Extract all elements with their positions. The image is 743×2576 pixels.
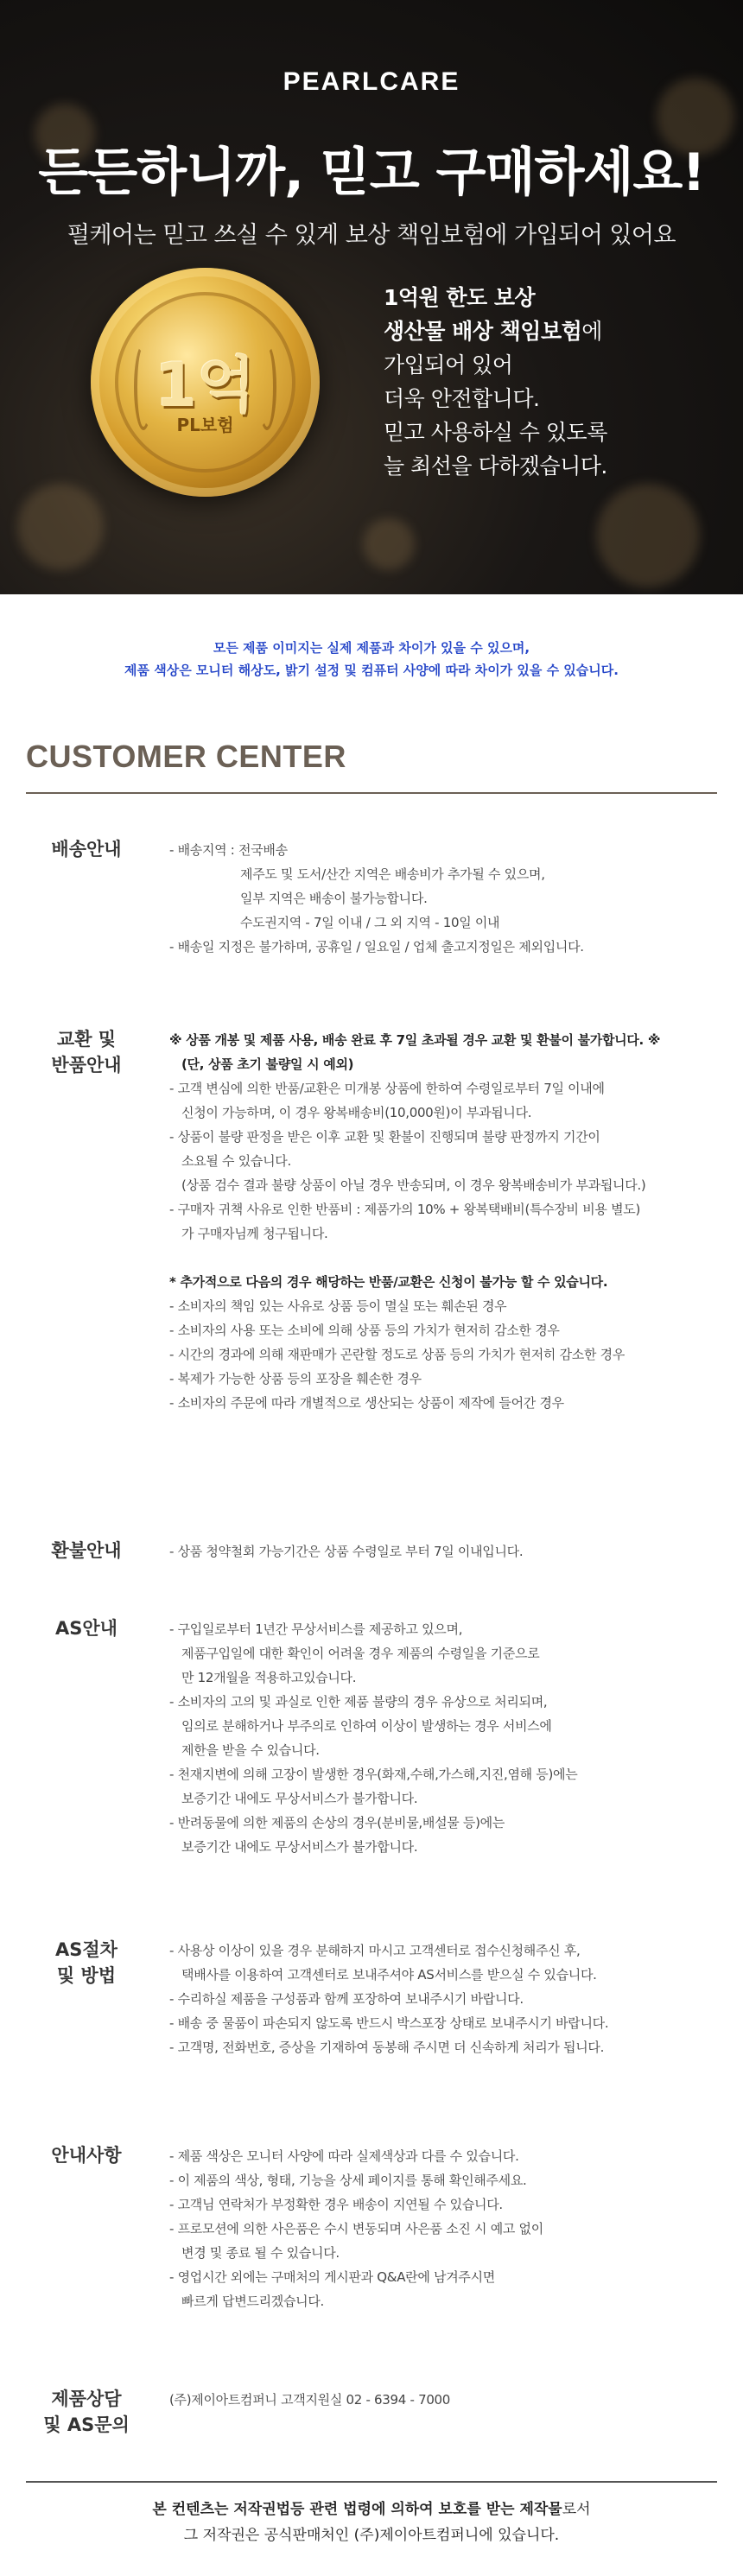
copyright-bold: 본 컨텐츠는 저작권법등 관련 법령에 의하여 보호를 받는 제작물 <box>152 2501 562 2518</box>
section-body <box>169 2388 722 2412</box>
section-body-line: 보증기간 내에도 무상서비스가 불가합니다. <box>181 1839 418 1855</box>
banner-copy-line <box>384 281 729 314</box>
section-label <box>26 1615 147 1641</box>
section-body-line: - 상품 청약철회 가능기간은 상품 수령일로 부터 7일 이내입니다. <box>169 1544 524 1559</box>
section-body-line: - 영업시간 외에는 구매처의 게시판과 Q&A란에 남겨주시면 <box>169 2269 495 2285</box>
section-body-line: - 복제가 가능한 상품 등의 포장을 훼손한 경우 <box>169 1371 422 1386</box>
copyright-line: 그 저작권은 공식판매처인 (주)제이아트컴퍼니에 있습니다. <box>183 2527 560 2544</box>
bokeh-light <box>596 484 700 587</box>
copyright-line <box>0 2497 743 2522</box>
section-label-line: AS안내 <box>55 1618 117 1639</box>
section-body-line: 수도권지역 - 7일 이내 / 그 외 지역 - 10일 이내 <box>240 915 500 930</box>
section-body-line: - 배송지역 : 전국배송 <box>169 842 288 858</box>
section-label <box>26 836 147 862</box>
medal-caption: PL보험 <box>176 415 234 435</box>
brand-logo: PEARLCARE <box>283 67 460 96</box>
divider <box>26 792 717 794</box>
section-body-line: 신청이 가능하며, 이 경우 왕복배송비(10,000원)이 부과됩니다. <box>181 1105 532 1120</box>
section-body-line: - 제품 색상은 모니터 사양에 따라 실제색상과 다를 수 있습니다. <box>169 2148 519 2164</box>
section-body <box>169 838 722 959</box>
section-body-line: 변경 및 종료 될 수 있습니다. <box>181 2245 340 2261</box>
section-body-line: - 소비자의 책임 있는 사유로 상품 등이 멸실 또는 훼손된 경우 <box>169 1298 507 1314</box>
section-body-line: 가 구매자님께 청구됩니다. <box>181 1226 328 1241</box>
banner-copy-text: 가입되어 있어 <box>384 352 513 378</box>
section-label-line: 안내사항 <box>51 2145 122 2166</box>
section-label-line: 및 방법 <box>56 1965 117 1986</box>
divider <box>26 2481 717 2483</box>
banner-copy <box>384 281 729 483</box>
section-label <box>26 1937 147 1989</box>
section-label <box>26 1026 147 1078</box>
section-body-line: * 추가적으로 다음의 경우 해당하는 반품/교환은 신청이 불가능 할 수 있습니다. <box>169 1274 608 1290</box>
section-body-line: 임의로 분해하거나 부주의로 인하여 이상이 발생하는 경우 서비스에 <box>181 1718 552 1734</box>
section-body-line: - 소비자의 주문에 따라 개별적으로 생산되는 상품이 제작에 들어간 경우 <box>169 1395 564 1411</box>
banner-copy-suffix: 에 <box>581 319 602 344</box>
section-body-line: (단, 상품 초기 불량일 시 예외) <box>181 1056 354 1072</box>
section-body-line: 소요될 수 있습니다. <box>181 1153 291 1169</box>
section-label-line: 반품안내 <box>51 1055 122 1075</box>
banner-copy-text: 믿고 사용하실 수 있도록 <box>384 420 607 445</box>
section-body-line: - 시간의 경과에 의해 재판매가 곤란할 정도로 상품 등의 가치가 현저히 감소한 경우 <box>169 1347 626 1362</box>
banner-copy-text: 더욱 안전합니다. <box>384 386 540 411</box>
section-body <box>169 1028 722 1415</box>
section-body-line: (상품 검수 결과 불량 상품이 아닐 경우 반송되며, 이 경우 왕복배송비가 부과됩니다.) <box>181 1177 646 1193</box>
section-body-line: - 고객명, 전화번호, 증상을 기재하여 동봉해 주시면 더 신속하게 처리가 됩니다. <box>169 2040 605 2055</box>
section-body <box>169 1938 722 2059</box>
section-body-line: - 고객 변심에 의한 반품/교환은 미개봉 상품에 한하여 수령일로부터 7일 이내에 <box>169 1081 605 1096</box>
section-body <box>169 2144 722 2313</box>
section-body-line: - 구입일로부터 1년간 무상서비스를 제공하고 있으며, <box>169 1621 463 1637</box>
section-body-line: (주)제이아트컴퍼니 고객지원실 02 - 6394 - 7000 <box>169 2392 451 2408</box>
bokeh-light <box>17 484 104 570</box>
bokeh-light <box>363 518 415 570</box>
section-body-line: 제한을 받을 수 있습니다. <box>181 1742 320 1758</box>
banner-copy-text: 1억원 한도 보상 <box>384 285 536 310</box>
section-label-line: 및 AS문의 <box>43 2414 130 2435</box>
section-body-line: - 사용상 이상이 있을 경우 분해하지 마시고 고객센터로 접수신청해주신 후, <box>169 1943 581 1958</box>
section-body-line: 빠르게 답변드리겠습니다. <box>181 2294 325 2309</box>
banner-headline: 든든하니까, 믿고 구매하세요! <box>38 143 705 203</box>
customer-center-title: CUSTOMER CENTER <box>26 739 346 774</box>
section-body-line: - 배송 중 물품이 파손되지 않도록 반드시 박스포장 상태로 보내주시기 바랍니다. <box>169 2015 609 2031</box>
banner-copy-text: 늘 최선을 다하겠습니다. <box>384 454 607 479</box>
notice-line: 모든 제품 이미지는 실제 제품과 차이가 있을 수 있으며, <box>213 640 530 656</box>
section-body <box>169 1617 722 1859</box>
copyright-footer <box>0 2497 743 2548</box>
banner-copy-line <box>384 416 729 449</box>
section-label <box>26 1538 147 1564</box>
section-label-line: 배송안내 <box>51 839 122 860</box>
section-label <box>26 2142 147 2168</box>
banner-subhead: 펄케어는 믿고 쓰실 수 있게 보상 책임보험에 가입되어 있어요 <box>67 222 676 249</box>
gold-medal-icon <box>91 268 320 497</box>
banner-copy-line <box>384 449 729 483</box>
section-body-line: 택배사를 이용하여 고객센터로 보내주셔야 AS서비스를 받으실 수 있습니다. <box>181 1967 597 1983</box>
medal-face <box>115 292 295 473</box>
section-body-line: - 고객님 연락처가 부정확한 경우 배송이 지연될 수 있습니다. <box>169 2197 503 2212</box>
section-body-line: - 수리하실 제품을 구성품과 함께 포장하여 보내주시기 바랍니다. <box>169 1991 524 2007</box>
section-body-line: - 프로모션에 의한 사은품은 수시 변동되며 사은품 소진 시 예고 없이 <box>169 2221 543 2237</box>
section-label-line: 환불안내 <box>51 1540 122 1561</box>
section-body-line: - 배송일 지정은 불가하며, 공휴일 / 일요일 / 업체 출고지정일은 제외입니다. <box>169 939 584 955</box>
section-label-line: 교환 및 <box>56 1029 117 1050</box>
section-body-line: - 천재지변에 의해 고장이 발생한 경우(화재,수해,가스해,지진,염해 등)에는 <box>169 1767 578 1782</box>
section-label-line: AS절차 <box>55 1939 117 1960</box>
banner-copy-text: 생산물 배상 책임보험 <box>384 319 582 344</box>
banner-copy-line <box>384 314 729 348</box>
section-body-line: 보증기간 내에도 무상서비스가 불가합니다. <box>181 1791 418 1806</box>
banner-copy-line <box>384 382 729 416</box>
section-label <box>26 2386 147 2438</box>
notice-line: 제품 색상은 모니터 해상도, 밝기 설정 및 컴퓨터 사양에 따라 차이가 있을 수 있습니다. <box>124 663 619 678</box>
section-body-line: 제주도 및 도서/산간 지역은 배송비가 추가될 수 있으며, <box>240 866 545 882</box>
section-body-line <box>169 1246 722 1270</box>
image-color-notice <box>0 637 743 682</box>
section-body-line: 일부 지역은 배송이 불가능합니다. <box>240 891 428 906</box>
medal-amount: 1억 <box>155 350 256 421</box>
section-body <box>169 1539 722 1564</box>
section-body-line: - 소비자의 고의 및 과실로 인한 제품 불량의 경우 유상으로 처리되며, <box>169 1694 548 1710</box>
section-body-line: - 이 제품의 색상, 형태, 기능을 상세 페이지를 통해 확인해주세요. <box>169 2173 527 2188</box>
section-body-line: - 반려동물에 의한 제품의 손상의 경우(분비물,배설물 등)에는 <box>169 1815 505 1830</box>
section-body-line: - 소비자의 사용 또는 소비에 의해 상품 등의 가치가 현저히 감소한 경우 <box>169 1323 560 1338</box>
section-body-line: - 상품이 불량 판정을 받은 이후 교환 및 환불이 진행되며 불량 판정까지 기간이 <box>169 1129 600 1145</box>
copyright-rest: 로서 <box>562 2501 591 2518</box>
section-body-line: 만 12개월을 적용하고있습니다. <box>181 1670 357 1685</box>
section-body-line: 제품구입일에 대한 확인이 어려울 경우 제품의 수령일을 기준으로 <box>181 1646 540 1661</box>
hero-banner <box>0 0 743 594</box>
section-body-line: - 구매자 귀책 사유로 인한 반품비 : 제품가의 10% + 왕복택배비(특수장비 비용 별도) <box>169 1202 640 1217</box>
section-label-line: 제품상담 <box>51 2389 122 2409</box>
section-body-line: ※ 상품 개봉 및 제품 사용, 배송 완료 후 7일 초과될 경우 교환 및 환불이 불가합니다. ※ <box>169 1032 661 1048</box>
banner-copy-line <box>384 348 729 382</box>
